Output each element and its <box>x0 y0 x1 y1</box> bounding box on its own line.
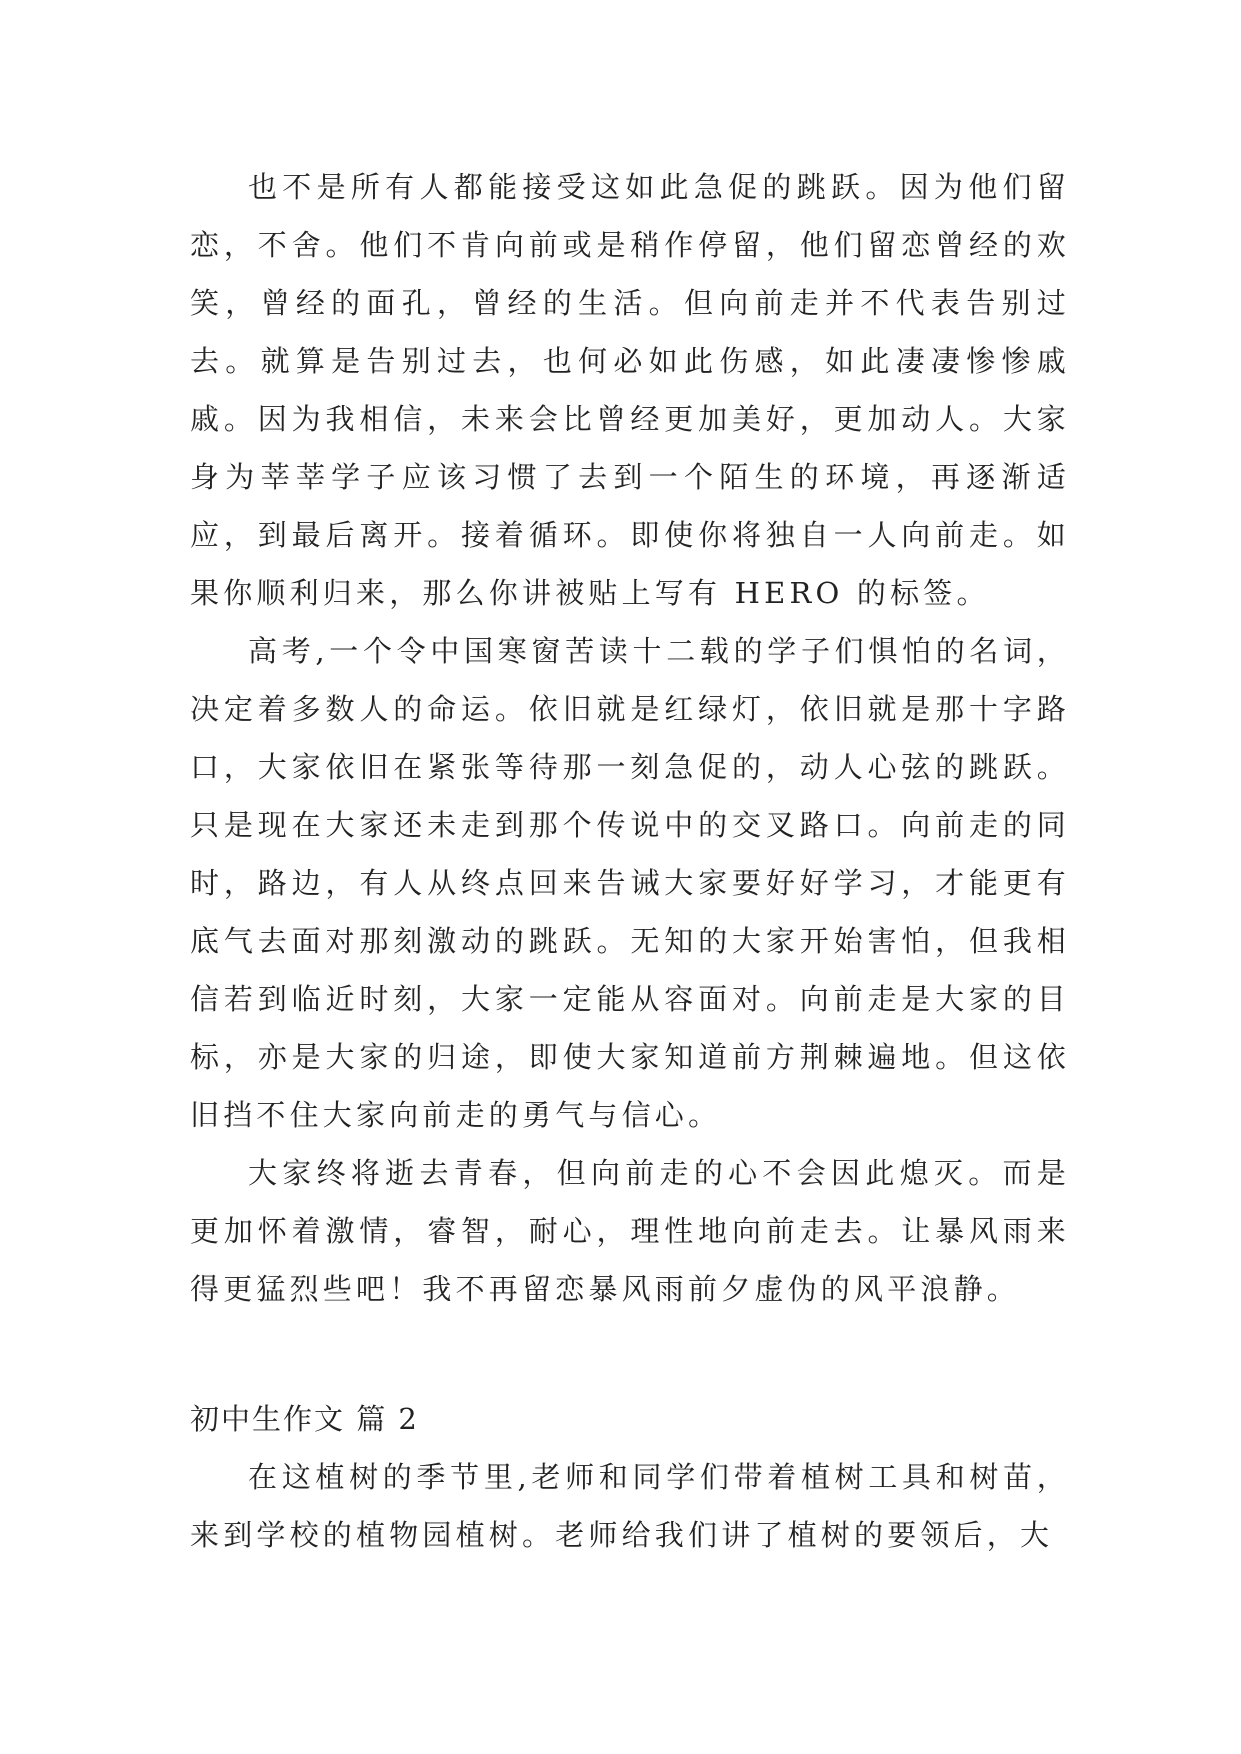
paragraph-farewell: 也不是所有人都能接受这如此急促的跳跃。因为他们留恋，不舍。他们不肯向前或是稍作停留，他们留恋曾经的欢笑，曾经的面孔，曾经的生活。但向前走并不代表告别过去。就算是告别过去，也何必如此伤感，如此凄凄惨惨戚戚。因为我相信，未来会比曾经更加美好，更加动人。大家身为莘莘学子应该习惯了去到一个陌生的环境，再逐渐适应，到最后离开。接着循环。即使你将独自一人向前走。如果你顺利归来，那么你讲被贴上写有 HERO 的标签。 <box>190 170 1070 610</box>
section-heading: 初中生作文 篇 2 <box>190 1402 419 1436</box>
paragraph-gaokao: 高考,一个令中国寒窗苦读十二载的学子们惧怕的名词，决定着多数人的命运。依旧就是红绿灯，依旧就是那十字路口，大家依旧在紧张等待那一刻急促的，动人心弦的跳跃。只是现在大家还未走到那个传说中的交叉路口。向前走的同时，路边，有人从终点回来告诫大家要好好学习，才能更有底气去面对那刻激动的跳跃。无知的大家开始害怕，但我相信若到临近时刻，大家一定能从容面对。向前走是大家的目标，亦是大家的归途，即使大家知道前方荆棘遍地。但这依旧挡不住大家向前走的勇气与信心。 <box>190 634 1070 1132</box>
paragraph-tree-planting: 在这植树的季节里,老师和同学们带着植树工具和树苗，来到学校的植物园植树。老师给我们讲了植树的要领后，大 <box>190 1460 1070 1552</box>
document-body <box>190 158 1070 1564</box>
paragraph-youth: 大家终将逝去青春，但向前走的心不会因此熄灭。而是更加怀着激情，睿智，耐心，理性地向前走去。让暴风雨来得更猛烈些吧！我不再留恋暴风雨前夕虚伪的风平浪静。 <box>190 1156 1070 1306</box>
